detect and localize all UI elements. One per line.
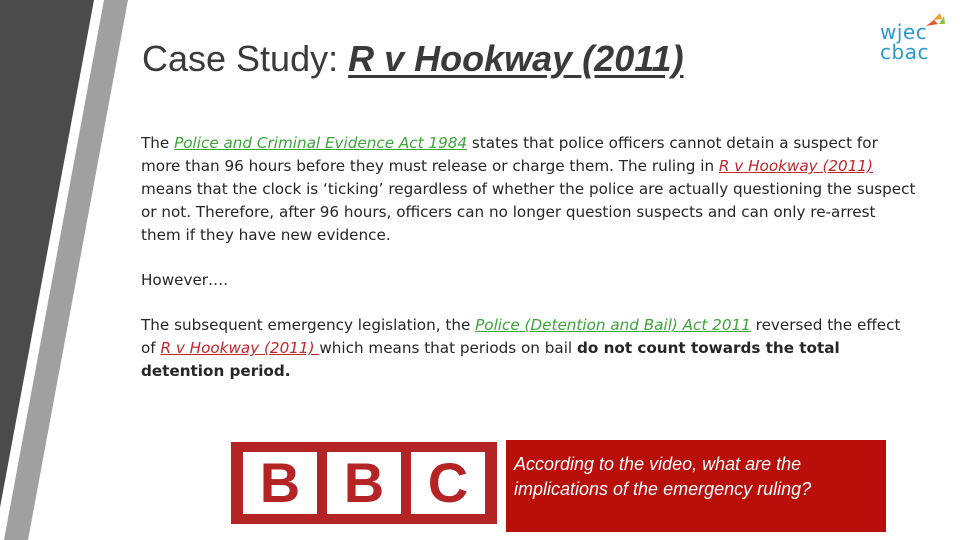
text: The	[141, 134, 175, 152]
link-r-v-hookway[interactable]: R v Hookway (2011)	[718, 157, 873, 175]
link-detention-bail-act[interactable]: Police (Detention and Bail) Act 2011	[475, 316, 751, 334]
text: states that police officers cannot detain a suspect for more than 96 hours before they must release or charge them. The ruling in	[141, 134, 878, 175]
paragraph-emergency-legislation	[141, 314, 916, 383]
text: reversed the effect of	[141, 316, 901, 357]
paragraph-however: However….	[141, 271, 229, 289]
slide-title	[142, 38, 684, 80]
title-case-name: R v Hookway (2011)	[348, 38, 684, 79]
bbc-letter-b2: B	[327, 452, 401, 514]
text: means that the clock is ‘ticking’ regardless of whether the police are actually questioning the suspect or not. Therefore, after 96 hours, officers can no longer question suspects and can only re-arrest them if they have new evidence.	[141, 180, 916, 244]
emphasis-text: do not count towards the total detention period.	[141, 339, 840, 380]
wjec-cbac-logo	[880, 10, 946, 64]
link-pace-act[interactable]: Police and Criminal Evidence Act 1984	[174, 134, 468, 152]
text: The subsequent emergency legislation, the	[141, 316, 476, 334]
logo-text-wjec: wjec	[880, 20, 928, 44]
paragraph-pace	[141, 132, 916, 247]
bbc-letter-c: C	[411, 452, 485, 514]
slide-body	[141, 132, 916, 383]
question-box: According to the video, what are the implications of the emergency ruling?	[506, 440, 886, 532]
wjec-cbac-logo-icon	[924, 10, 946, 32]
logo-text-cbac: cbac	[880, 40, 929, 64]
title-prefix: Case Study:	[142, 38, 349, 79]
text: which means that periods on bail	[319, 339, 577, 357]
bbc-logo[interactable]	[231, 442, 497, 524]
bbc-letter-b1: B	[243, 452, 317, 514]
link-r-v-hookway-2[interactable]: R v Hookway (2011)	[160, 339, 320, 357]
